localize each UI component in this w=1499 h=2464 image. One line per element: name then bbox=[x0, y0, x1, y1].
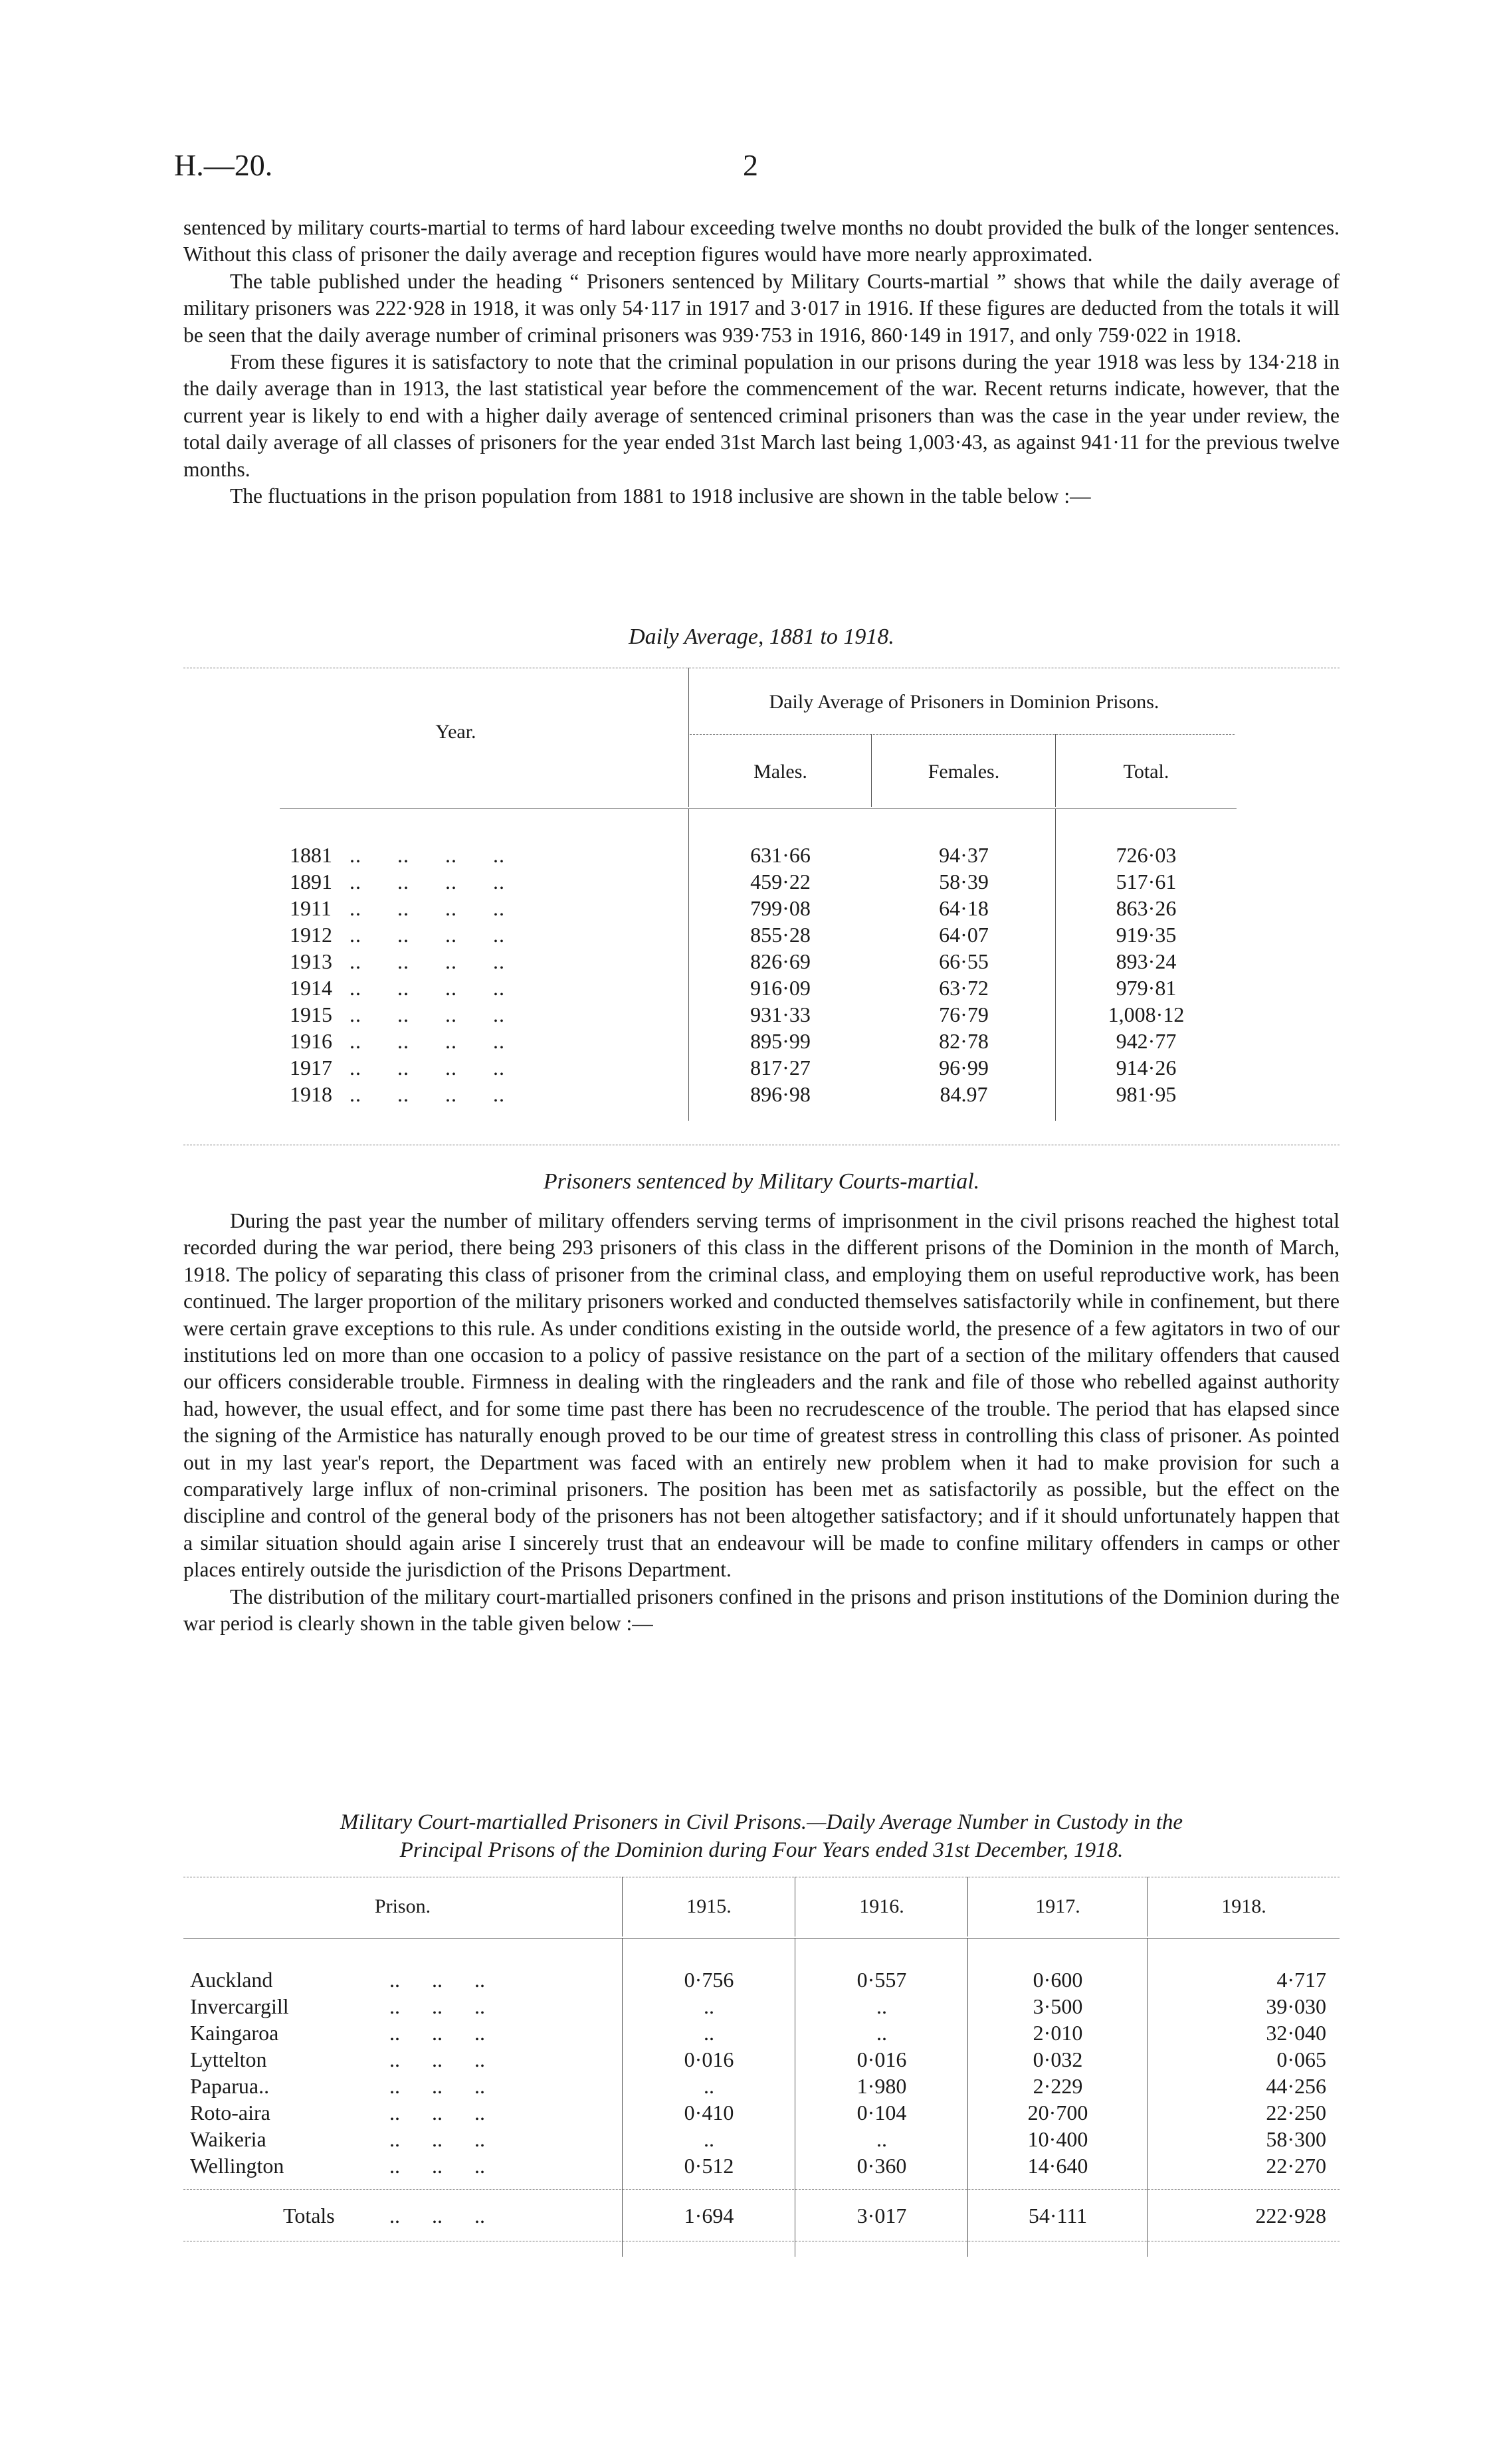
cell-total: 914·26 bbox=[1116, 1056, 1177, 1080]
column-header-total: Total. bbox=[1123, 761, 1169, 783]
cell-1916: 0·557 bbox=[856, 1968, 907, 1992]
table1-caption: Daily Average, 1881 to 1918. bbox=[629, 624, 894, 649]
paragraph: The fluctuations in the prison population from 1881 to 1918 inclusive are shown in the table below :— bbox=[230, 484, 1091, 508]
cell-females: 58·39 bbox=[939, 870, 989, 894]
cell-year: 1911 bbox=[290, 896, 332, 920]
body-text-top bbox=[183, 215, 1340, 510]
dot-leader: .. .. .. .. bbox=[350, 896, 505, 920]
table-row bbox=[183, 1966, 1340, 1993]
column-header-1918: 1918. bbox=[1221, 1895, 1266, 1917]
column-header-1916: 1916. bbox=[859, 1895, 904, 1917]
cell-females: 82·78 bbox=[939, 1029, 989, 1053]
table-row bbox=[183, 2152, 1340, 2179]
paragraph: During the past year the number of military offenders serving terms of imprisonment in the civil prisons reached the highest total recorded during the war period, there being 293 prisoners of this class in the different prisons of the Dominion in the month of March, 1918. The policy of separating this class of prisoner from the criminal class, and employing them on useful reproductive work, has been continued. The larger proportion of the military prisoners worked and conducted themselves satisfactorily while in confinement, but there were certain grave exceptions to this rule. As under conditions existing in the outside world, the presence of a few agitators in two of our institutions led on more than one occasion to a policy of passive resistance on the part of a section of the military offenders that caused our officers considerable trouble. Firmness in dealing with the ringleaders and the rank and file of those who rebelled against authority had, however, the usual effect, and for some time past there has been no recrudescence of the trouble. The period that has elapsed since the signing of the Armistice has naturally enough proved to be our time of greatest stress in controlling this class of prisoner. As pointed out in my last year's report, the Department was faced with an entirely new problem when it had to make provision for such a comparatively large influx of non-criminal prisoners. The position has been met as satisfactorily as possible, but the effect on the discipline and control of the general body of the prisoners has not been altogether satisfactory; and if it should unfortunately happen that a similar situation should again arise I sincerely trust that an endeavour will be made to confine military offenders in camps or other places entirely outside the jurisdiction of the Prisons Department. bbox=[183, 1209, 1340, 1582]
table-row bbox=[183, 921, 1340, 948]
group-header: Daily Average of Prisoners in Dominion Prisons. bbox=[769, 691, 1159, 713]
cell-prison: Wellington bbox=[190, 2154, 284, 2178]
table-row bbox=[183, 2099, 1340, 2126]
table-row bbox=[183, 2020, 1340, 2046]
cell-year: 1881 bbox=[290, 843, 332, 867]
table-row bbox=[183, 1993, 1340, 2020]
cell-1918: 22·270 bbox=[1266, 2154, 1326, 2178]
column-header-males: Males. bbox=[753, 761, 807, 783]
cell-1916: 1·980 bbox=[856, 2074, 907, 2098]
cell-males: 916·09 bbox=[750, 976, 811, 1000]
cell-year: 1912 bbox=[290, 923, 332, 947]
cell-year: 1914 bbox=[290, 976, 332, 1000]
cell-total: 726·03 bbox=[1116, 843, 1177, 867]
cell-1917: 0·032 bbox=[1033, 2047, 1083, 2071]
table-rule bbox=[183, 2189, 1340, 2190]
cell-1916: 0·360 bbox=[856, 2154, 907, 2178]
cell-1918: 39·030 bbox=[1266, 1994, 1326, 2018]
totals-label: Totals bbox=[283, 2204, 335, 2227]
paragraph: The table published under the heading “ Prisoners sentenced by Military Courts-martial ” shows that while the daily average of military prisoners was 222·928 in 1918, it was only 54·117 in 1917 and 3·017 in 1916. If these figures are deducted from the totals it will be seen that the daily average number of criminal prisoners was 939·753 in 1916, 860·149 in 1917, and only 759·022 in 1918. bbox=[183, 269, 1340, 347]
cell-total: 893·24 bbox=[1116, 949, 1177, 973]
cell-total: 919·35 bbox=[1116, 923, 1177, 947]
table-row bbox=[183, 948, 1340, 975]
cell-1917: 3·500 bbox=[1033, 1994, 1083, 2018]
cell-1916: 0·016 bbox=[856, 2047, 907, 2071]
column-rule bbox=[1055, 734, 1056, 807]
table-row bbox=[183, 895, 1340, 921]
cell-1915: .. bbox=[704, 2021, 714, 2045]
cell-males: 631·66 bbox=[750, 843, 811, 867]
cell-1916: 0·104 bbox=[856, 2101, 907, 2125]
table2-caption-line: Principal Prisons of the Dominion during Four Years ended 31st December, 1918. bbox=[399, 1838, 1124, 1862]
table-row bbox=[183, 1054, 1340, 1081]
dot-leader: .. .. .. bbox=[389, 2021, 485, 2045]
cell-females: 63·72 bbox=[939, 976, 989, 1000]
page-reference: H.—20. bbox=[174, 148, 273, 182]
cell-1915: .. bbox=[704, 2074, 714, 2098]
cell-males: 799·08 bbox=[750, 896, 811, 920]
table-rule bbox=[280, 808, 1237, 809]
paragraph: sentenced by military courts-martial to terms of hard labour exceeding twelve months no doubt provided the bulk of the longer sentences. Without this class of prisoner the daily average and reception figures would have more nearly approximated. bbox=[183, 216, 1340, 266]
cell-1915: 0·512 bbox=[684, 2154, 734, 2178]
cell-total: 942·77 bbox=[1116, 1029, 1177, 1053]
column-rule bbox=[1147, 1877, 1148, 1937]
dot-leader: .. .. .. bbox=[389, 2154, 485, 2178]
table-row bbox=[183, 1028, 1340, 1054]
table-row bbox=[183, 842, 1340, 868]
table-row bbox=[183, 2126, 1340, 2152]
table-row bbox=[183, 2073, 1340, 2099]
cell-females: 64·07 bbox=[939, 923, 989, 947]
cell-prison: Paparua.. bbox=[190, 2074, 270, 2098]
cell-1918: 22·250 bbox=[1266, 2101, 1326, 2125]
column-header-1917: 1917. bbox=[1035, 1895, 1080, 1917]
cell-total: 979·81 bbox=[1116, 976, 1177, 1000]
paragraph: The distribution of the military court-martialled prisoners confined in the prisons and prison institutions of the Dominion during the war period is clearly shown in the table given below :— bbox=[183, 1584, 1340, 1636]
total-1915: 1·694 bbox=[684, 2204, 734, 2227]
body-text-middle bbox=[183, 1208, 1340, 1638]
cell-1915: 0·756 bbox=[684, 1968, 734, 1992]
total-1916: 3·017 bbox=[856, 2204, 907, 2227]
cell-prison: Auckland bbox=[190, 1968, 273, 1992]
cell-total: 1,008·12 bbox=[1108, 1002, 1185, 1026]
column-rule bbox=[688, 668, 689, 807]
cell-1918: 4·717 bbox=[1276, 1968, 1326, 1992]
column-rule bbox=[871, 734, 872, 807]
dot-leader: .. .. .. bbox=[389, 1968, 485, 1992]
cell-year: 1917 bbox=[290, 1056, 332, 1080]
cell-prison: Waikeria bbox=[190, 2127, 266, 2151]
column-header-1915: 1915. bbox=[686, 1895, 732, 1917]
table2-caption bbox=[183, 1808, 1340, 1864]
cell-females: 76·79 bbox=[939, 1002, 989, 1026]
dot-leader: .. .. .. bbox=[389, 2204, 485, 2227]
totals-row bbox=[183, 2202, 1340, 2231]
cell-year: 1915 bbox=[290, 1002, 332, 1026]
dot-leader: .. .. .. .. bbox=[350, 1002, 505, 1026]
column-rule bbox=[967, 1877, 968, 1937]
total-1918: 222·928 bbox=[1255, 2204, 1326, 2227]
dot-leader: .. .. .. bbox=[389, 2074, 485, 2098]
cell-1915: .. bbox=[704, 1994, 714, 2018]
cell-1918: 44·256 bbox=[1266, 2074, 1326, 2098]
dot-leader: .. .. .. .. bbox=[350, 843, 505, 867]
cell-females: 66·55 bbox=[939, 949, 989, 973]
cell-total: 981·95 bbox=[1116, 1082, 1177, 1106]
table-row bbox=[183, 975, 1340, 1001]
cell-1917: 14·640 bbox=[1027, 2154, 1088, 2178]
column-rule bbox=[622, 1877, 623, 1937]
cell-total: 863·26 bbox=[1116, 896, 1177, 920]
cell-males: 826·69 bbox=[750, 949, 811, 973]
dot-leader: .. .. .. .. bbox=[350, 923, 505, 947]
table-rule bbox=[690, 734, 1235, 735]
paragraph: From these figures it is satisfactory to note that the criminal population in our prisons during the year 1918 was less by 134·218 in the daily average than in 1913, the last statistical year before the commencement of the war. Recent returns indicate, however, that the current year is likely to end with a higher daily average of sentenced criminal prisoners than was the case in the year under review, the total daily average of all classes of prisoners for the year ended 31st March last being 1,003·43, as against 941·11 for the previous twelve months. bbox=[183, 350, 1340, 481]
dot-leader: .. .. .. bbox=[389, 2127, 485, 2151]
table-row bbox=[183, 1001, 1340, 1028]
cell-males: 895·99 bbox=[750, 1029, 811, 1053]
page-number: 2 bbox=[743, 148, 758, 182]
cell-total: 517·61 bbox=[1116, 870, 1177, 894]
cell-males: 459·22 bbox=[750, 870, 811, 894]
cell-females: 94·37 bbox=[939, 843, 989, 867]
cell-year: 1913 bbox=[290, 949, 332, 973]
dot-leader: .. .. .. bbox=[389, 2047, 485, 2071]
cell-prison: Invercargill bbox=[190, 1994, 289, 2018]
table-row bbox=[183, 1081, 1340, 1107]
table-row bbox=[183, 868, 1340, 895]
cell-year: 1918 bbox=[290, 1082, 332, 1106]
daily-average-table bbox=[183, 668, 1340, 1146]
cell-1917: 10·400 bbox=[1027, 2127, 1088, 2151]
dot-leader: .. .. .. .. bbox=[350, 1056, 505, 1080]
cell-1918: 58·300 bbox=[1266, 2127, 1326, 2151]
court-martial-table bbox=[183, 1877, 1340, 2269]
table-row bbox=[183, 2046, 1340, 2073]
cell-prison: Roto-aira bbox=[190, 2101, 270, 2125]
cell-1917: 2·010 bbox=[1033, 2021, 1083, 2045]
cell-females: 64·18 bbox=[939, 896, 989, 920]
cell-1916: .. bbox=[876, 2127, 887, 2151]
cell-males: 817·27 bbox=[750, 1056, 811, 1080]
cell-1917: 0·600 bbox=[1033, 1968, 1083, 1992]
dot-leader: .. .. .. .. bbox=[350, 1029, 505, 1053]
cell-males: 931·33 bbox=[750, 1002, 811, 1026]
table2-caption-line: Military Court-martialled Prisoners in Civil Prisons.—Daily Average Number in Custody in the bbox=[340, 1810, 1183, 1834]
cell-1916: .. bbox=[876, 1994, 887, 2018]
column-header-prison: Prison. bbox=[374, 1895, 431, 1917]
table-rule bbox=[183, 1938, 1340, 1939]
dot-leader: .. .. .. .. bbox=[350, 949, 505, 973]
cell-females: 84.97 bbox=[940, 1082, 988, 1106]
cell-1915: 0·016 bbox=[684, 2047, 734, 2071]
column-header-females: Females. bbox=[928, 761, 1000, 783]
cell-1916: .. bbox=[876, 2021, 887, 2045]
cell-1915: .. bbox=[704, 2127, 714, 2151]
cell-males: 896·98 bbox=[750, 1082, 811, 1106]
cell-males: 855·28 bbox=[750, 923, 811, 947]
dot-leader: .. .. .. bbox=[389, 1994, 485, 2018]
dot-leader: .. .. .. .. bbox=[350, 976, 505, 1000]
cell-prison: Lyttelton bbox=[190, 2047, 267, 2071]
cell-1918: 0·065 bbox=[1276, 2047, 1326, 2071]
dot-leader: .. .. .. .. bbox=[350, 1082, 505, 1106]
cell-females: 96·99 bbox=[939, 1056, 989, 1080]
dot-leader: .. .. .. .. bbox=[350, 870, 505, 894]
section-heading: Prisoners sentenced by Military Courts-martial. bbox=[543, 1169, 980, 1194]
cell-prison: Kaingaroa bbox=[190, 2021, 279, 2045]
total-1917: 54·111 bbox=[1028, 2204, 1088, 2227]
column-header-year: Year. bbox=[435, 721, 476, 743]
cell-1917: 2·229 bbox=[1033, 2074, 1083, 2098]
cell-1917: 20·700 bbox=[1027, 2101, 1088, 2125]
cell-year: 1916 bbox=[290, 1029, 332, 1053]
dot-leader: .. .. .. bbox=[389, 2101, 485, 2125]
cell-year: 1891 bbox=[290, 870, 332, 894]
cell-1915: 0·410 bbox=[684, 2101, 734, 2125]
cell-1918: 32·040 bbox=[1266, 2021, 1326, 2045]
